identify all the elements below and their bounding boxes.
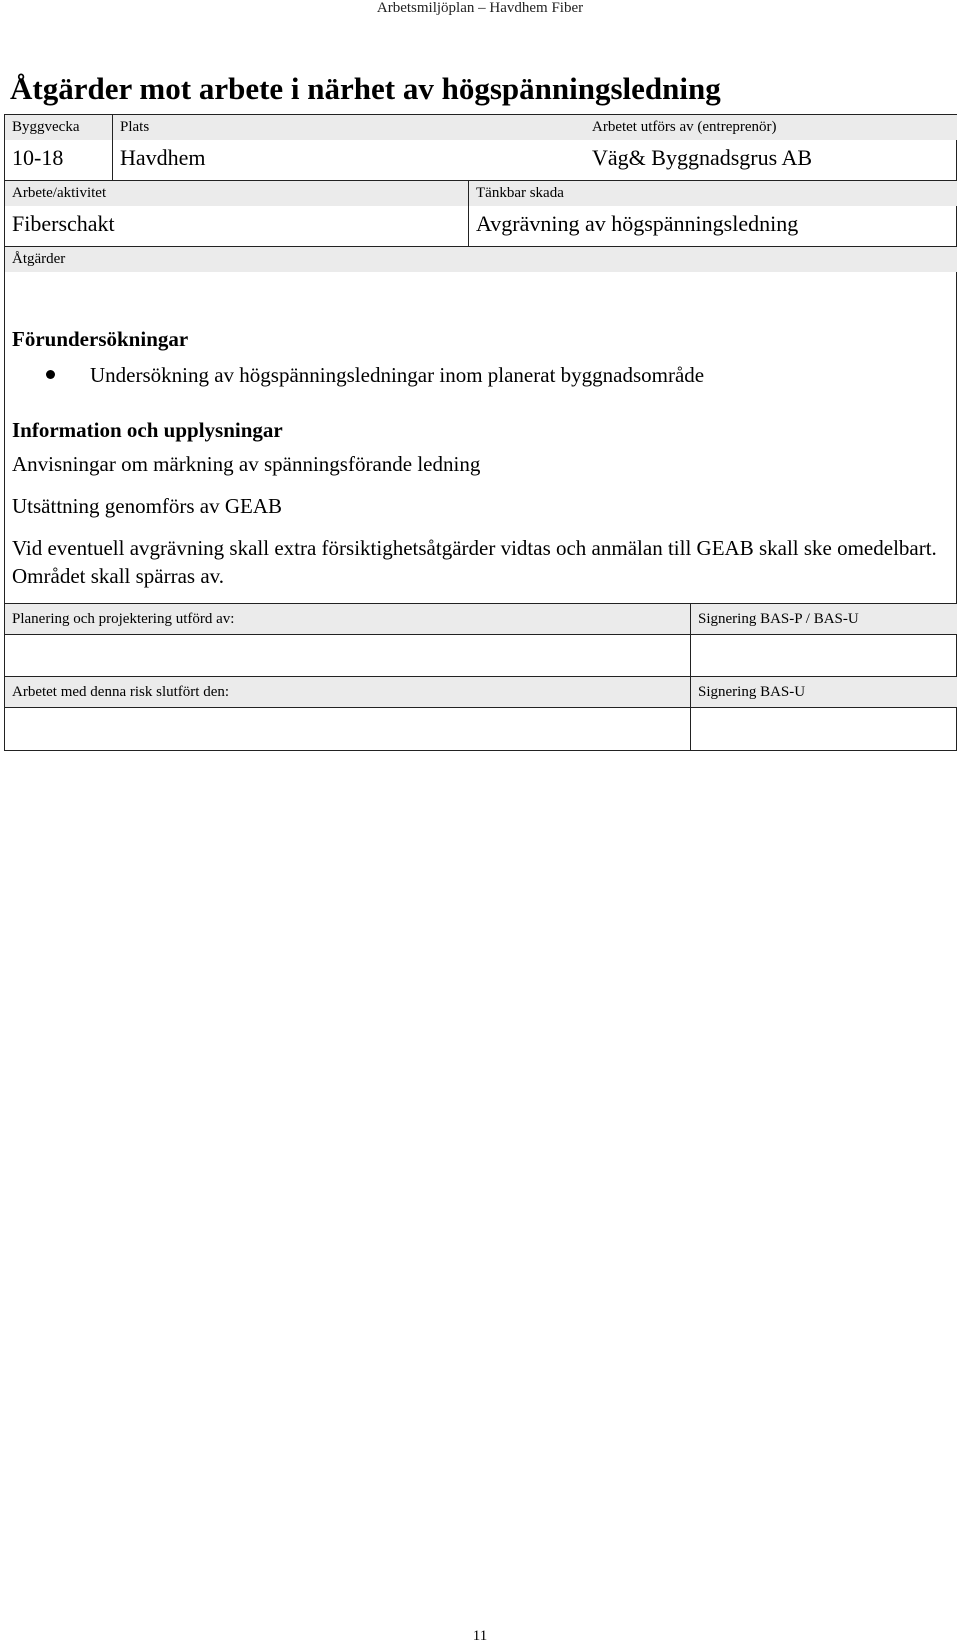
aktivitet-label: Arbete/aktivitet <box>5 181 468 206</box>
divider <box>468 181 469 246</box>
byggvecka-label: Byggvecka <box>5 115 112 140</box>
risk-form <box>4 114 957 751</box>
skada-value: Avgrävning av högspänningsledning <box>476 211 799 236</box>
byggvecka-value: 10-18 <box>12 145 64 170</box>
page-title: Åtgärder mot arbete i närhet av högspänningsledning <box>10 71 721 106</box>
forundersokningar-heading: Förundersökningar <box>12 327 189 351</box>
divider <box>690 603 691 750</box>
signering-baspu-label: Signering BAS-P / BAS-U <box>691 604 957 634</box>
utfors-value: Väg& Byggnadsgrus AB <box>592 145 812 170</box>
utfors-label: Arbetet utförs av (entreprenör) <box>585 115 957 140</box>
divider <box>112 115 113 180</box>
info-line: Anvisningar om märkning av spänningsförande ledning <box>12 452 481 476</box>
running-header: Arbetsmiljöplan – Havdhem Fiber <box>376 0 584 16</box>
slutfort-field[interactable] <box>5 708 690 750</box>
plats-value: Havdhem <box>120 145 206 170</box>
planering-label: Planering och projektering utförd av: <box>5 604 690 634</box>
signering-basu-label: Signering BAS-U <box>691 677 957 707</box>
info-heading: Information och upplysningar <box>12 418 283 442</box>
atgarder-label: Åtgärder <box>5 247 957 272</box>
plats-label: Plats <box>113 115 585 140</box>
planering-field[interactable] <box>5 635 690 676</box>
list-item-text: Undersökning av högspänningsledningar inom planerat byggnadsområde <box>90 363 705 387</box>
bullet-icon <box>46 370 55 379</box>
signering-basu-field[interactable] <box>691 708 957 750</box>
page-number: 11 <box>472 1628 488 1644</box>
slutfort-label: Arbetet med denna risk slutfört den: <box>5 677 690 707</box>
info-line: Utsättning genomförs av GEAB <box>12 494 283 518</box>
skada-label: Tänkbar skada <box>469 181 957 206</box>
signering-baspu-field[interactable] <box>691 635 957 676</box>
info-line: Vid eventuell avgrävning skall extra försiktighetsåtgärder vidtas och anmälan till GEAB skall ske omedelbart. Området skall spärras av. <box>12 536 937 588</box>
aktivitet-value: Fiberschakt <box>12 211 115 236</box>
